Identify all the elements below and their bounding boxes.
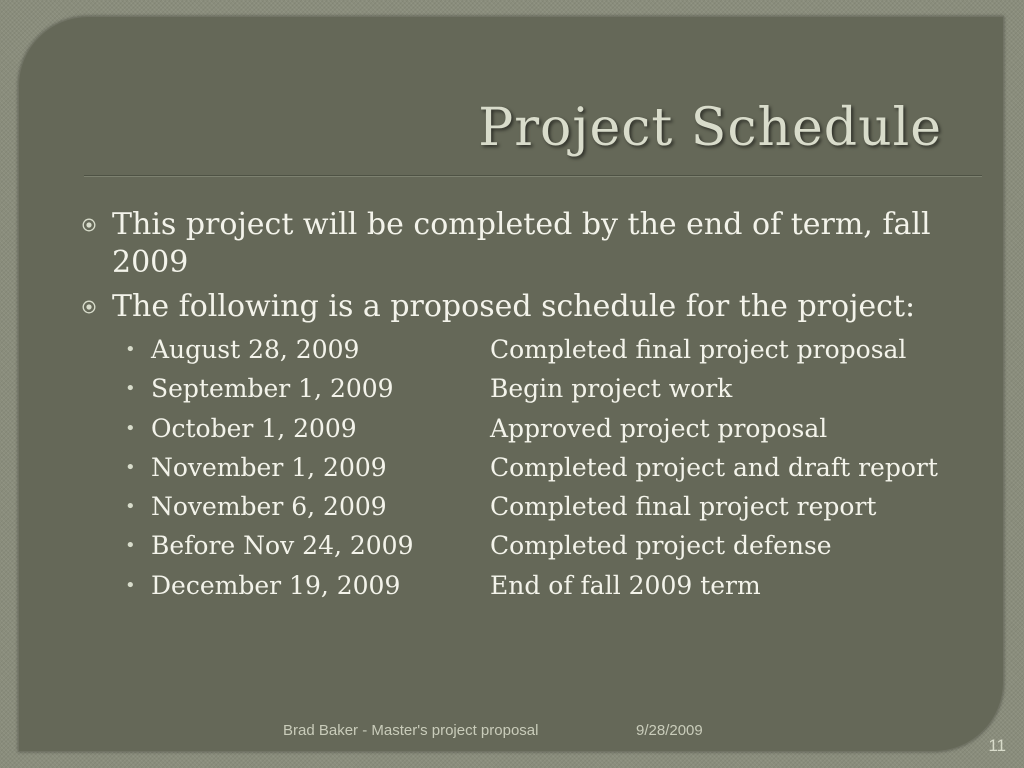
title-divider	[84, 175, 982, 177]
sub-bullet-icon: •	[125, 339, 136, 360]
slide-content	[80, 206, 1010, 607]
schedule-list	[80, 332, 1010, 607]
schedule-event: Begin project work	[490, 374, 733, 404]
schedule-event: Completed final project proposal	[490, 335, 907, 364]
bullet-text: The following is a proposed schedule for the project:	[112, 289, 916, 324]
sub-bullet-icon: •	[125, 574, 136, 596]
bullet-schedule-intro	[80, 288, 1010, 326]
sub-bullet-icon: •	[125, 456, 136, 478]
bullet-completion	[80, 206, 1010, 282]
schedule-item	[80, 411, 1010, 450]
schedule-date: November 1, 2009	[151, 452, 387, 482]
schedule-item	[80, 528, 1010, 567]
sub-bullet-icon: •	[125, 417, 136, 439]
schedule-item	[80, 489, 1010, 528]
schedule-event: Completed project and draft report	[490, 452, 938, 482]
bullet-text: This project will be completed by the end of term, fall 2009	[112, 207, 931, 280]
schedule-item	[80, 332, 1010, 371]
schedule-date: September 1, 2009	[151, 374, 394, 404]
schedule-event: Completed final project report	[490, 492, 877, 522]
slide-title: Project Schedule	[478, 98, 942, 158]
sub-bullet-icon: •	[125, 535, 136, 557]
slide-panel	[18, 16, 1004, 752]
schedule-date: November 6, 2009	[151, 492, 387, 522]
circled-dot-icon	[82, 218, 96, 232]
sub-bullet-icon: •	[125, 496, 136, 518]
schedule-item	[80, 568, 1010, 607]
schedule-date: August 28, 2009	[151, 335, 360, 364]
footer-author: Brad Baker - Master's project proposal	[283, 722, 539, 739]
schedule-item	[80, 450, 1010, 489]
schedule-date: December 19, 2009	[151, 570, 401, 600]
circled-dot-icon	[82, 300, 96, 314]
sub-bullet-icon: •	[125, 378, 136, 400]
schedule-event: Completed project defense	[490, 531, 832, 561]
schedule-date: Before Nov 24, 2009	[151, 531, 414, 561]
schedule-item	[80, 371, 1010, 410]
schedule-date: October 1, 2009	[151, 413, 357, 443]
footer-date: 9/28/2009	[636, 722, 703, 739]
schedule-event: End of fall 2009 term	[490, 570, 761, 600]
schedule-event: Approved project proposal	[490, 413, 828, 443]
slide-number: 11	[988, 736, 1006, 755]
